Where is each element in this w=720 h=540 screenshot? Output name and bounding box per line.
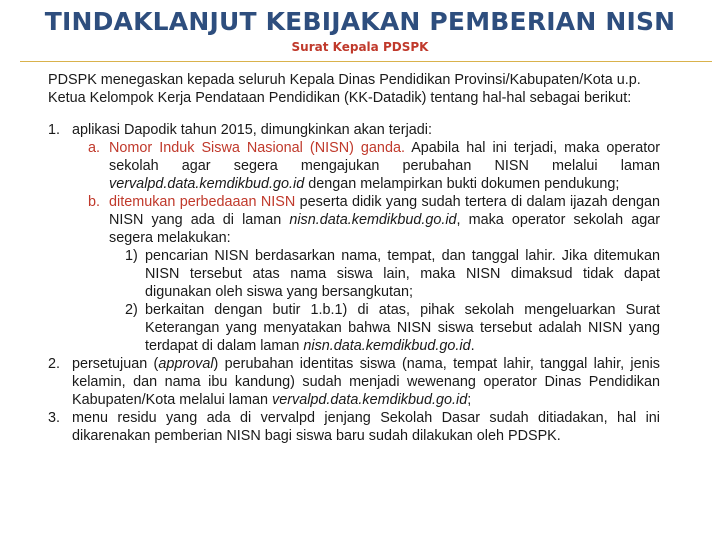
list-item-text: berkaitan dengan butir 1.b.1) di atas, pihak sekolah mengeluarkan Surat Keterangan yang menyatakan bahwa NISN siswa tersebut adalah NISN yang terdapat di dalam laman [145, 302, 660, 354]
highlight-text: ditemukan perbedaaan NISN [109, 194, 296, 210]
list-item-3 [48, 409, 660, 445]
list-item-1b2 [48, 301, 660, 355]
url-text: nisn.data.kemdikbud.go.id [289, 212, 457, 228]
title-divider [20, 61, 712, 62]
list-item-text: persetujuan ( [72, 356, 159, 372]
list-marker: b. [88, 194, 101, 210]
italic-term: approval [158, 356, 214, 372]
list-item-1b [48, 193, 660, 247]
list-item-text: ; [467, 392, 472, 408]
list-item-1a [48, 139, 660, 193]
intro-paragraph: PDSPK menegaskan kepada seluruh Kepala Dinas Pendidikan Provinsi/Kabupaten/Kota u.p. Ketua Kelompok Kerja Pendataan Pendidikan (KK-Datadik) tentang hal-hal sebagai berikut: [48, 72, 641, 106]
list-marker: 3. [48, 410, 61, 426]
list-marker: 2) [125, 302, 138, 318]
list-item-1b1 [48, 247, 660, 301]
list-item-text: pencarian NISN berdasarkan nama, tempat, dan tanggal lahir. Jika ditemukan NISN tersebut atas nama siswa lain, maka NISN dimaksud tidak dapat digunakan oleh siswa yang bersangkutan; [145, 248, 660, 300]
url-text: vervalpd.data.kemdikbud.go.id [272, 392, 468, 408]
list-item-1 [48, 121, 660, 139]
slide-subtitle: Surat Kepala PDSPK [291, 40, 429, 54]
list-marker: 1. [48, 122, 61, 138]
list-item-text: aplikasi Dapodik tahun 2015, dimungkinkan akan terjadi: [72, 122, 432, 138]
highlight-text: Nomor Induk Siswa Nasional (NISN) ganda. [109, 140, 405, 156]
list-item-text: ) perubahan identitas siswa (nama, tempat lahir, tanggal lahir, jenis kelamin, dan nama ibu kandung) sudah menjadi wewenang operator Dinas Pendidikan Kabupaten/Kota melalui laman [72, 356, 660, 408]
slide-body [48, 71, 660, 445]
list-marker: 2. [48, 356, 61, 372]
list-item-2 [48, 355, 660, 409]
slide-title: TINDAKLANJUT KEBIJAKAN PEMBERIAN NISN [44, 7, 676, 36]
list-item-text: , maka operator sekolah agar segera melakukan: [109, 212, 661, 246]
list-marker: 1) [125, 248, 138, 264]
url-text: nisn.data.kemdikbud.go.id [303, 338, 471, 354]
list-marker: a. [88, 140, 101, 156]
list-item-text: . [470, 338, 475, 354]
list-item-text: Apabila hal ini terjadi, maka operator sekolah agar segera mengajukan perubahan NISN melalui laman [109, 140, 660, 174]
url-text: vervalpd.data.kemdikbud.go.id [109, 176, 305, 192]
list-item-text: peserta didik yang sudah tertera di dalam ijazah dengan NISN yang ada di laman [109, 194, 660, 228]
list-item-text: menu residu yang ada di vervalpd jenjang Sekolah Dasar sudah ditiadakan, hal ini dikarenakan pemberian NISN bagi siswa baru sudah dilakukan oleh PDSPK. [72, 410, 660, 444]
list-item-text: dengan melampirkan bukti dokumen pendukung; [304, 176, 620, 192]
